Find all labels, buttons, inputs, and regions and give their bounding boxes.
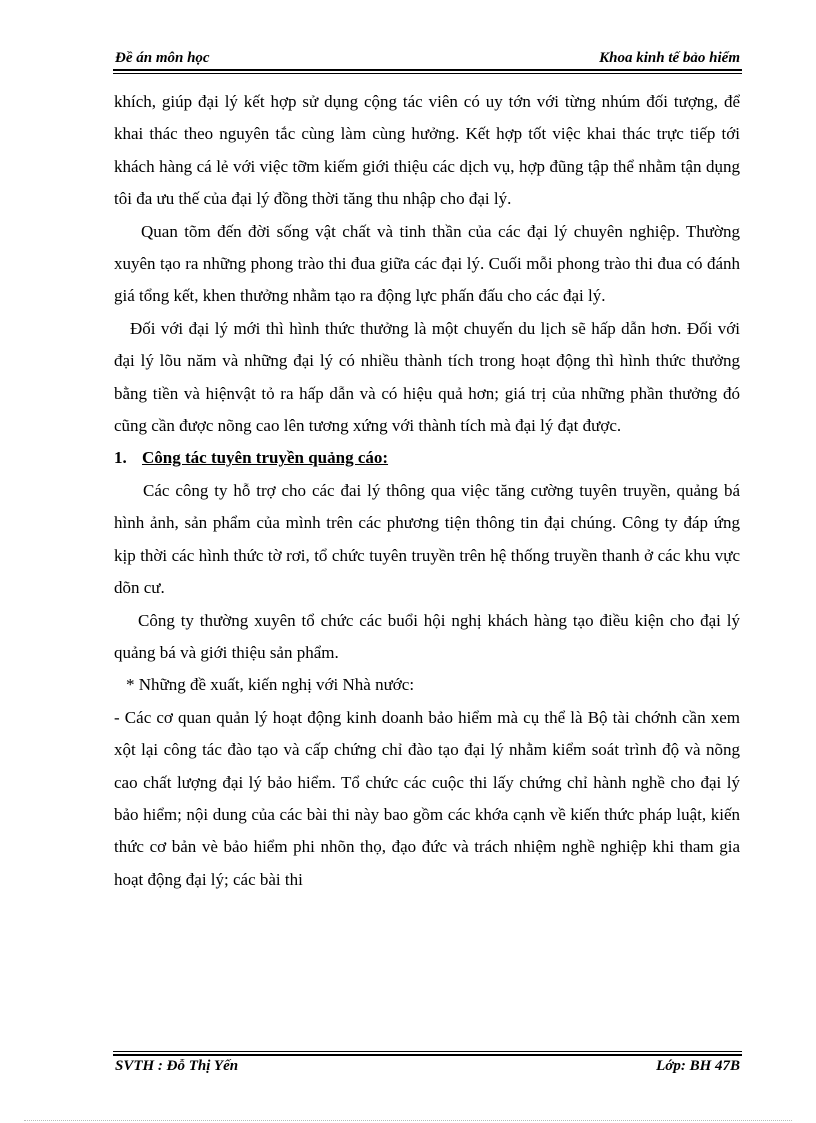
body-paragraph: - Các cơ quan quản lý hoạt động kinh doanh bảo hiểm mà cụ thể là Bộ tài chớnh cần xem xột lại công tác đào tạo và cấp chứng chỉ đào tạo đại lý nhằm kiểm soát trình độ và nõng cao chất lượng đại lý bảo hiểm. Tổ chức các cuộc thi lấy chứng chỉ hành nghề cho đại lý bảo hiểm; nội dung của các bài thi này bao gồm các khớa cạnh về kiến thức pháp luật, kiến thức cơ bản vè bảo hiểm phi nhõn thọ, đạo đức và trách nhiệm nghề nghiệp khi tham gia hoạt động đại lý; các bài thi bbox=[114, 707, 740, 889]
footer-right-text: Lớp: BH 47B bbox=[656, 1058, 740, 1074]
header-left-text: Đề án môn học bbox=[115, 50, 210, 66]
body-paragraph: Công ty thường xuyên tổ chức các buổi hội nghị khách hàng tạo điều kiện cho đại lý quảng bá và giới thiệu sản phẩm. bbox=[114, 610, 740, 662]
section-number: 1. bbox=[114, 448, 127, 468]
body-paragraph: khích, giúp đại lý kết hợp sử dụng cộng tác viên có uy tớn với từng nhúm đối tượng, để khai thác theo nguyên tắc cùng làm cùng hưởng. Kết hợp tốt việc khai thác trực tiếp tới khách hàng cá lẻ với việc tỡm kiếm giới thiệu các dịch vụ, hợp đũng tập thể nhằm tận dụng tôi đa ưu thế của đại lý đồng thời tăng thu nhập cho đại lý. bbox=[114, 92, 740, 209]
proposal-heading: * Những đề xuất, kiến nghị với Nhà nước: bbox=[126, 675, 415, 695]
footer-rule-thin bbox=[113, 1051, 742, 1052]
document-body bbox=[114, 86, 740, 896]
header-rule-thick bbox=[113, 69, 742, 71]
section-heading bbox=[114, 442, 740, 474]
page-bottom-dotted-line bbox=[24, 1120, 792, 1121]
header-rule-thin bbox=[113, 73, 742, 74]
page-header bbox=[113, 50, 740, 70]
footer-rule-thick bbox=[113, 1054, 742, 1056]
body-paragraph: Đối với đại lý mới thì hình thức thưởng là một chuyến du lịch sẽ hấp dẫn hơn. Đối với đại lý lõu năm và những đại lý có nhiều thành tích trong hoạt động thì hình thức thưởng bằng tiền và hiệnvật tỏ ra hấp dẫn và có hiệu quả hơn; giá trị của những phần thưởng đó cũng cần được nõng cao lên tương xứng với thành tích mà đại lý đạt được. bbox=[114, 318, 740, 436]
body-paragraph: Quan tõm đến đời sống vật chất và tinh thần của các đại lý chuyên nghiệp. Thường xuyên tạo ra những phong trào thi đua giữa các đại lý. Cuối mỗi phong trào thi đua có đánh giá tổng kết, khen thưởng nhằm tạo ra động lực phấn đấu cho các đại lý. bbox=[114, 221, 740, 306]
body-paragraph: Các công ty hỗ trợ cho các đai lý thông qua việc tăng cường tuyên truyền, quảng bá hình ảnh, sản phẩm của mình trên các phương tiện thông tin đại chúng. Công ty đáp ứng kịp thời các hình thức tờ rơi, tổ chức tuyên truyền trên hệ thống truyền thanh ở các khu vực dõn cư. bbox=[114, 480, 740, 598]
footer-left-text: SVTH : Đỗ Thị Yến bbox=[115, 1058, 239, 1074]
section-title: Công tác tuyên truyền quảng cáo: bbox=[142, 448, 389, 468]
header-right-text: Khoa kinh tế bảo hiểm bbox=[599, 50, 740, 66]
page-footer bbox=[113, 1058, 740, 1078]
